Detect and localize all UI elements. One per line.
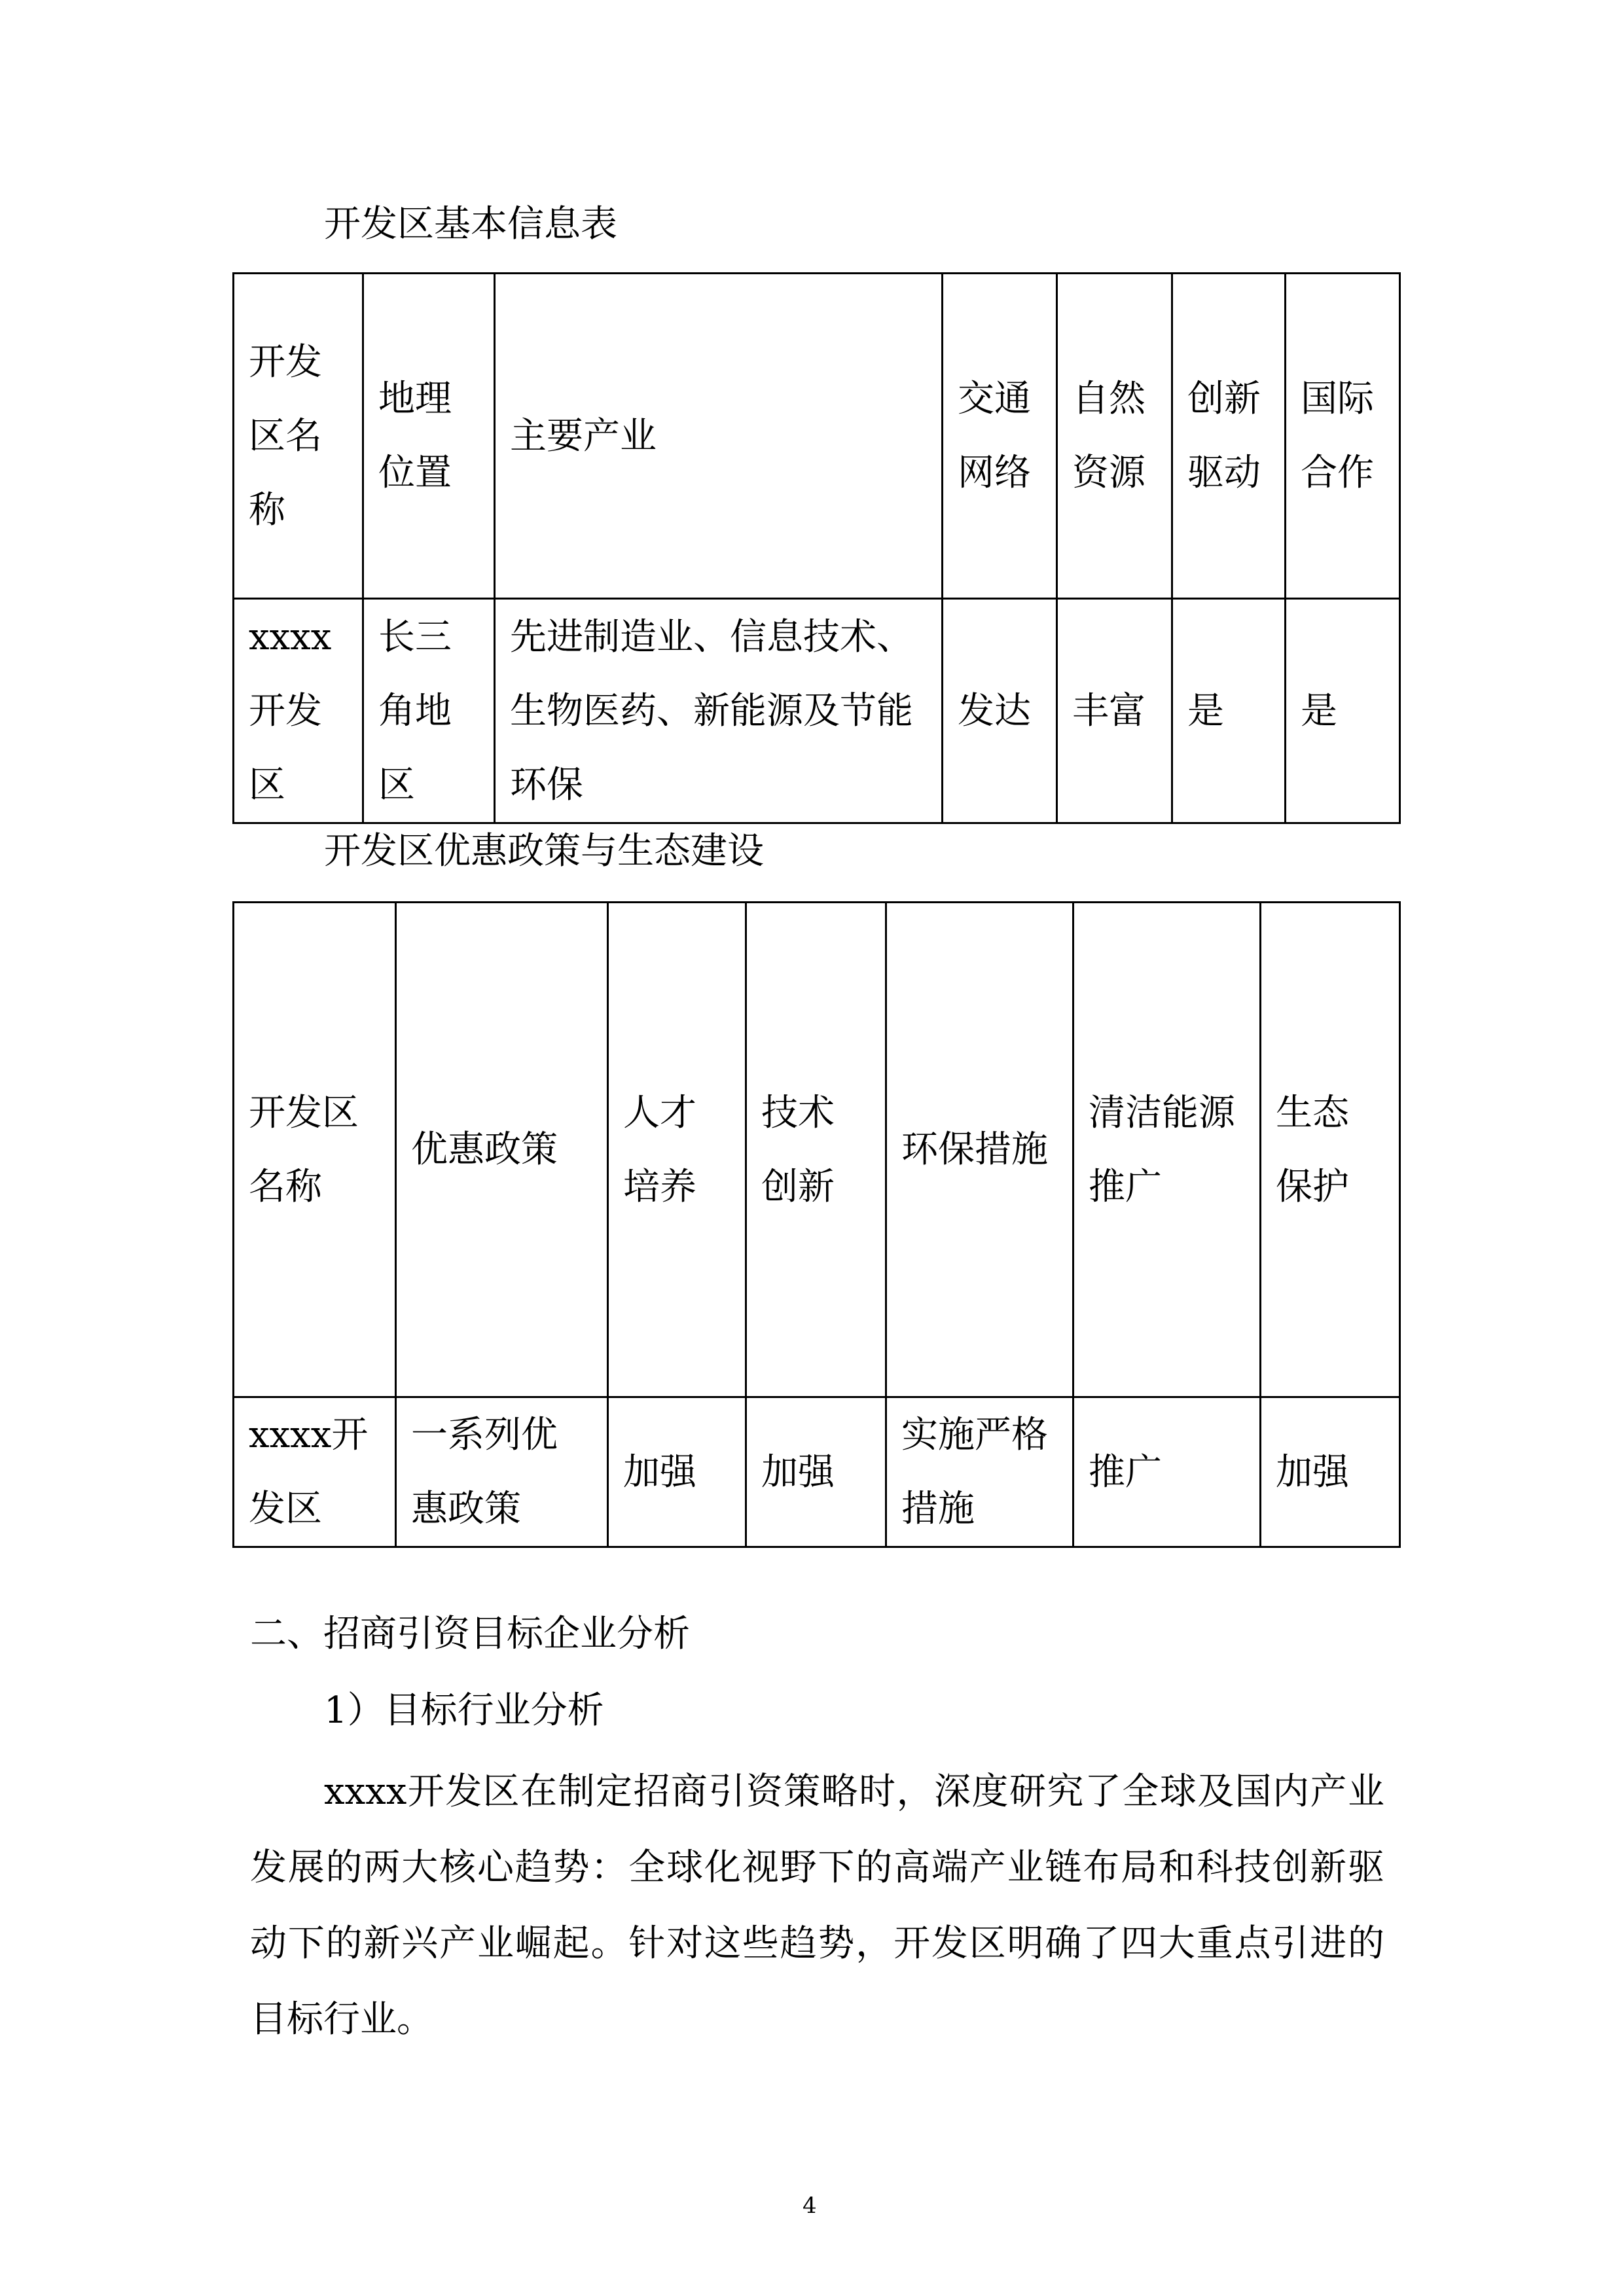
table-cell: 先进制造业、信息技术、生物医药、新能源及节能环保 (495, 599, 943, 823)
header-cell: 人才培养 (608, 903, 746, 1397)
table-cell: 一系列优惠政策 (396, 1397, 608, 1547)
table-cell: xxxx开发区 (234, 1397, 396, 1547)
table-cell: 加强 (608, 1397, 746, 1547)
header-cell: 环保措施 (886, 903, 1074, 1397)
header-cell: 创新驱动 (1172, 274, 1286, 599)
section-heading: 二、招商引资目标企业分析 (250, 1613, 690, 1655)
subsection-heading: 1）目标行业分析 (324, 1689, 604, 1732)
table-cell: 丰富 (1057, 599, 1172, 823)
header-cell: 技术创新 (746, 903, 886, 1397)
table-cell: 实施严格措施 (886, 1397, 1074, 1547)
header-cell: 生态保护 (1261, 903, 1400, 1397)
table2-caption: 开发区优惠政策与生态建设 (324, 830, 764, 872)
table-cell: xxxx开发区 (234, 599, 363, 823)
table-row (234, 599, 1400, 823)
header-cell: 清洁能源推广 (1074, 903, 1261, 1397)
header-cell: 优惠政策 (396, 903, 608, 1397)
table-cell: 是 (1286, 599, 1400, 823)
table-cell: 发达 (943, 599, 1057, 823)
basic-info-table (232, 272, 1401, 824)
header-cell: 交通网络 (943, 274, 1057, 599)
table-row (234, 1397, 1400, 1547)
header-cell: 主要产业 (495, 274, 943, 599)
table-header-row (234, 903, 1400, 1397)
table-cell: 加强 (746, 1397, 886, 1547)
table-cell: 是 (1172, 599, 1286, 823)
header-cell: 地理位置 (363, 274, 495, 599)
header-cell: 开发区名称 (234, 903, 396, 1397)
table-cell: 加强 (1261, 1397, 1400, 1547)
policy-ecology-table (232, 901, 1401, 1548)
body-paragraph: xxxx开发区在制定招商引资策略时，深度研究了全球及国内产业发展的两大核心趋势：全球化视野下的高端产业链布局和科技创新驱动下的新兴产业崛起。针对这些趋势，开发区明确了四大重点引进的目标行业。 (250, 1770, 1384, 2041)
table-header-row (234, 274, 1400, 599)
header-cell: 自然资源 (1057, 274, 1172, 599)
table-cell: 推广 (1074, 1397, 1261, 1547)
table1-caption: 开发区基本信息表 (324, 203, 617, 245)
header-cell: 国际合作 (1286, 274, 1400, 599)
table-cell: 长三角地区 (363, 599, 495, 823)
page-number: 4 (803, 2193, 817, 2219)
header-cell: 开发区名称 (234, 274, 363, 599)
